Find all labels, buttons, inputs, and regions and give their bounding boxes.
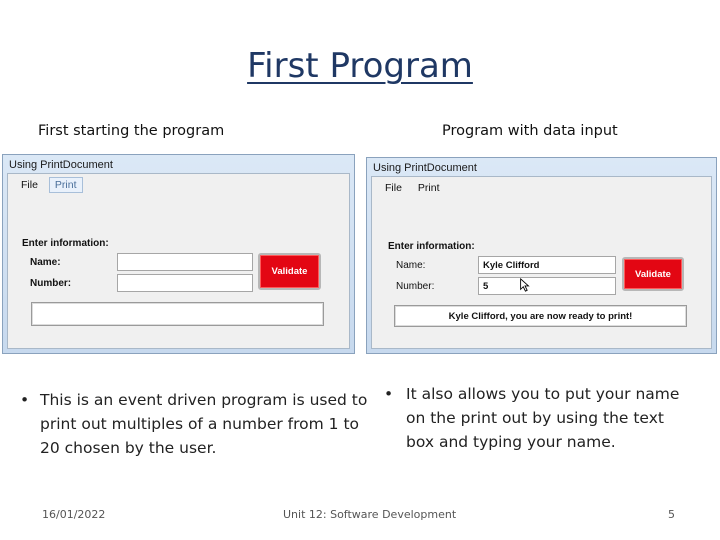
section-label: Enter information: [388,241,475,252]
name-label: Name: [30,257,61,268]
window-client-area [7,173,350,349]
footer-date: 16/01/2022 [42,508,106,521]
menu-bar [372,177,711,199]
validate-button[interactable]: Validate [622,257,684,291]
bullet-text: This is an event driven program is used to print out multiples of a number from 1 to 20 chosen by the user. [40,391,368,457]
slide-title: First Program [247,46,473,86]
mouse-pointer-icon [519,278,531,292]
window-client-area [371,176,712,349]
output-textbox [31,302,324,326]
bullet-dot: • [384,385,394,403]
number-label: Number: [396,281,435,292]
bullet-event-driven [18,388,368,460]
name-input[interactable] [117,253,253,271]
bullet-dot: • [20,391,30,409]
window-title: Using PrintDocument [373,162,477,174]
menu-file[interactable]: File [385,182,402,194]
name-label: Name: [396,260,426,271]
number-label: Number: [30,278,72,289]
window-initial [2,154,355,354]
bullet-text: It also allows you to put your name on the print out by using the text box and typing your name. [406,385,680,451]
validate-button[interactable]: Validate [258,253,321,290]
output-textbox: Kyle Clifford, you are now ready to print! [394,305,687,327]
footer-page-number: 5 [668,508,675,521]
section-label: Enter information: [22,238,109,249]
caption-first-start: First starting the program [38,123,225,139]
name-input[interactable]: Kyle Clifford [478,256,616,274]
caption-data-input: Program with data input [442,123,618,139]
window-with-input [366,157,717,354]
menu-print[interactable]: Print [49,177,83,193]
number-input[interactable] [117,274,253,292]
menu-bar [8,174,349,196]
number-input[interactable]: 5 [478,277,616,295]
menu-print[interactable]: Print [417,182,440,194]
footer-unit: Unit 12: Software Development [283,508,457,521]
window-title: Using PrintDocument [9,159,113,171]
menu-file[interactable]: File [21,179,38,191]
bullet-name-printout [382,382,682,454]
